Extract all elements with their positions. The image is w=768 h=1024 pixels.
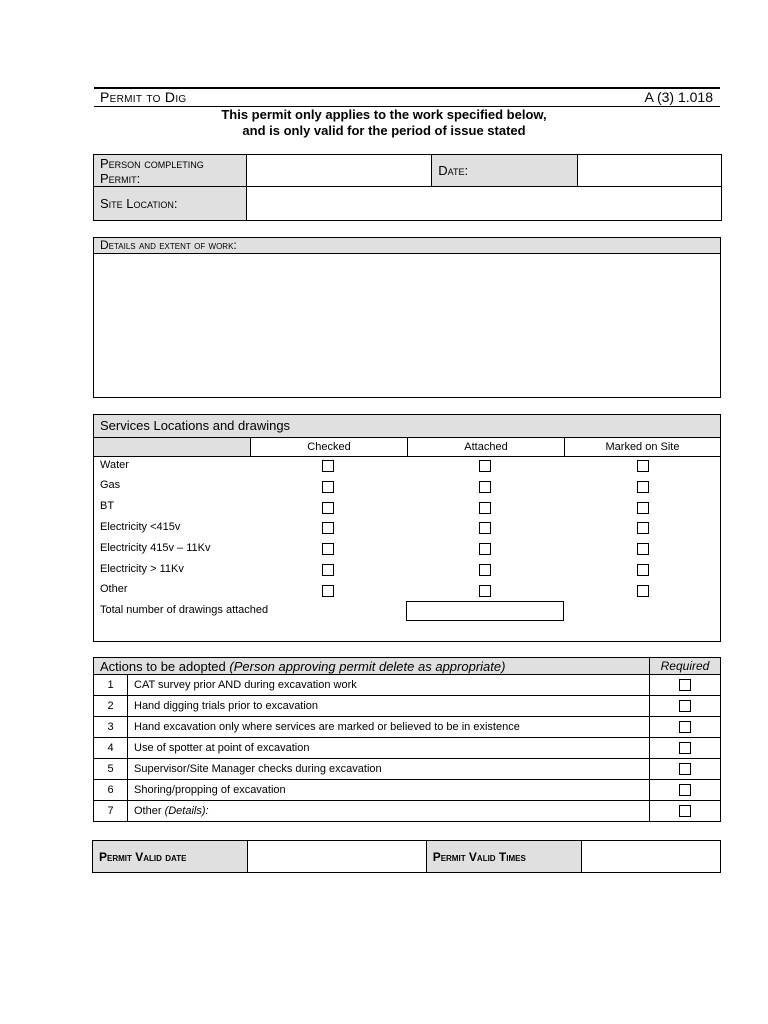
checkbox-electricity-mid-attached[interactable] [479,543,491,555]
action-text-cat-survey: CAT survey prior AND during excavation work [128,675,650,696]
required-checkbox-1[interactable] [679,679,691,691]
checkbox-electricity-low-marked[interactable] [637,522,649,534]
required-checkbox-7[interactable] [679,805,691,817]
checkbox-bt-marked[interactable] [637,502,649,514]
required-checkbox-4[interactable] [679,742,691,754]
header-top-rule [94,87,720,89]
services-title: Services Locations and drawings [94,415,720,438]
checkbox-bt-checked[interactable] [322,502,334,514]
drawings-count-label: Total number of drawings attached [100,604,269,616]
document-code: A (3) 1.018 [644,89,713,105]
site-location-label: Site Location: [94,187,247,221]
service-row-water: Water [100,459,129,471]
action-text-hand-digging: Hand digging trials prior to excavation [128,696,650,717]
required-checkbox-2[interactable] [679,700,691,712]
column-attached: Attached [407,438,564,456]
permit-notice [94,107,674,139]
permit-validity-table [92,840,721,873]
checkbox-electricity-high-marked[interactable] [637,564,649,576]
date-field[interactable] [578,155,722,187]
action-number: 2 [94,696,128,717]
action-number: 7 [94,801,128,822]
actions-title: Actions to be adopted (Person approving permit delete as appropriate) [94,658,650,675]
checkbox-water-marked[interactable] [637,460,649,472]
action-text-supervisor-checks: Supervisor/Site Manager checks during excavation [128,759,650,780]
action-text-spotter: Use of spotter at point of excavation [128,738,650,759]
page-title: Permit to Dig [100,89,187,105]
column-checked: Checked [250,438,407,456]
action-number: 4 [94,738,128,759]
notice-line-1: This permit only applies to the work specified below, [221,107,547,122]
action-text-hand-excavation: Hand excavation only where services are marked or believed to be in existence [128,717,650,738]
services-section [93,414,721,642]
action-number: 5 [94,759,128,780]
checkbox-electricity-mid-checked[interactable] [322,543,334,555]
checkbox-bt-attached[interactable] [479,502,491,514]
action-text-shoring: Shoring/propping of excavation [128,780,650,801]
drawings-count-field[interactable] [406,601,564,621]
checkbox-electricity-low-checked[interactable] [322,522,334,534]
checkbox-electricity-high-checked[interactable] [322,564,334,576]
actions-title-note: (Person approving permit delete as appropriate) [229,658,506,674]
checkbox-other-checked[interactable] [322,585,334,597]
action-text-other: Other (Details): [128,801,650,822]
required-checkbox-5[interactable] [679,763,691,775]
required-column-label: Required [650,658,721,675]
column-marked-on-site: Marked on Site [564,438,720,456]
notice-line-2: and is only valid for the period of issue stated [242,123,526,138]
checkbox-other-marked[interactable] [637,585,649,597]
checkbox-other-attached[interactable] [479,585,491,597]
action-number: 1 [94,675,128,696]
person-completing-field[interactable] [246,155,431,187]
checkbox-gas-attached[interactable] [479,481,491,493]
checkbox-gas-checked[interactable] [322,481,334,493]
checkbox-electricity-mid-marked[interactable] [637,543,649,555]
checkbox-water-checked[interactable] [322,460,334,472]
details-section [93,237,721,398]
checkbox-electricity-low-attached[interactable] [479,522,491,534]
checkbox-gas-marked[interactable] [637,481,649,493]
required-checkbox-3[interactable] [679,721,691,733]
service-row-other: Other [100,583,128,595]
permit-info-table [93,154,722,221]
service-row-electricity-high: Electricity > 11Kv [100,563,184,575]
details-label: Details and extent of work: [94,238,720,254]
checkbox-electricity-high-attached[interactable] [479,564,491,576]
service-row-bt: BT [100,500,115,512]
permit-valid-date-field[interactable] [248,841,426,873]
services-column-header [94,438,720,457]
date-label: Date: [432,155,578,187]
permit-valid-date-label: Permit Valid date [93,841,248,873]
service-row-electricity-low: Electricity <415v [100,521,181,533]
person-completing-label: Person completing Permit: [94,155,247,187]
actions-table [93,657,721,822]
action-other-note: (Details): [164,805,209,817]
services-corner-cell [94,438,250,456]
action-number: 3 [94,717,128,738]
checkbox-water-attached[interactable] [479,460,491,472]
permit-valid-times-field[interactable] [581,841,720,873]
site-location-field[interactable] [246,187,721,221]
permit-valid-times-label: Permit Valid Times [426,841,581,873]
action-number: 6 [94,780,128,801]
service-row-gas: Gas [100,479,121,491]
required-checkbox-6[interactable] [679,784,691,796]
details-field[interactable] [94,254,720,398]
service-row-electricity-mid: Electricity 415v – 11Kv [100,542,211,554]
